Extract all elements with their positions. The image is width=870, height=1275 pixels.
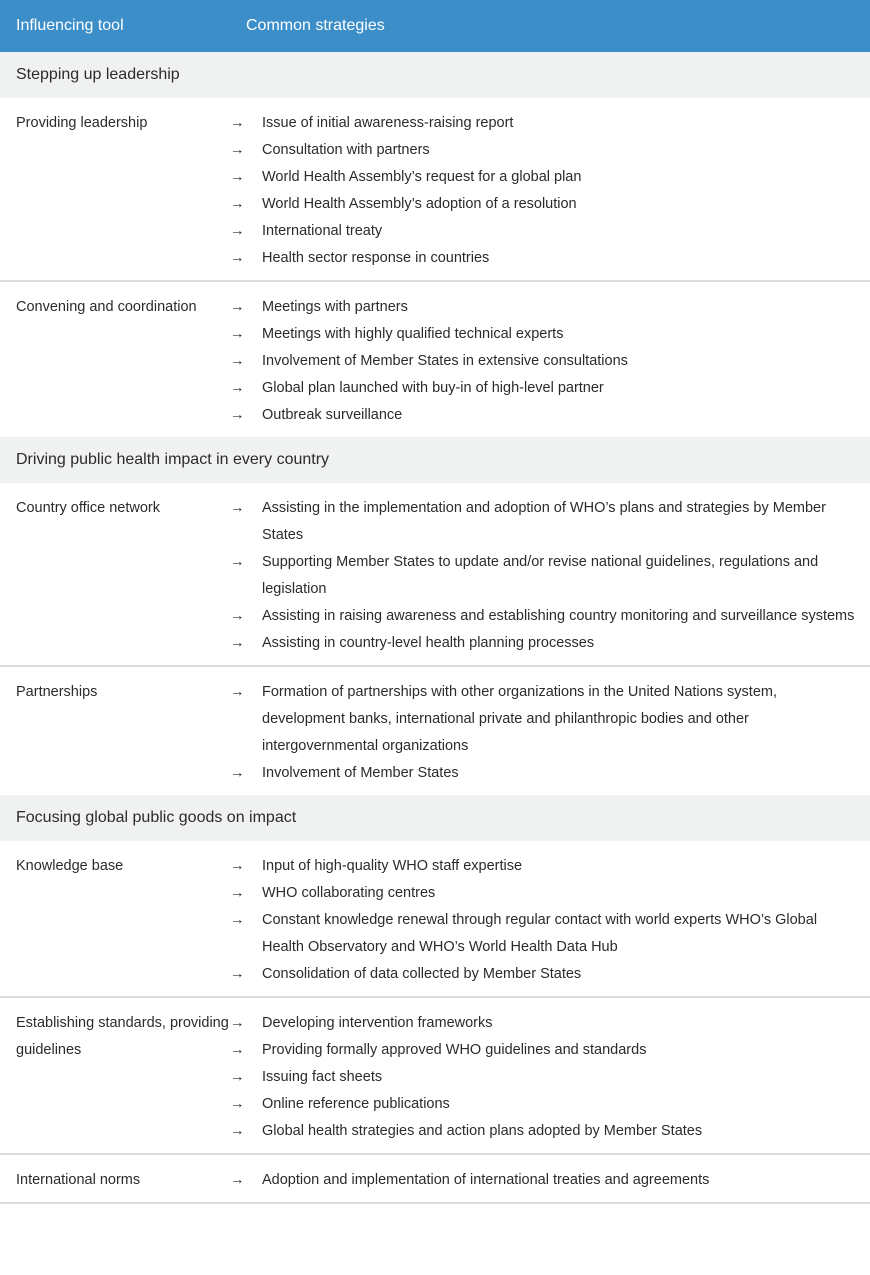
arrow-right-icon: →	[230, 858, 245, 874]
strategy-item	[230, 321, 858, 348]
arrow-right-icon: →	[230, 196, 245, 212]
strategy-item	[230, 679, 858, 760]
arrow-right-icon: →	[230, 1015, 245, 1031]
arrow-right-icon: →	[230, 1069, 245, 1085]
strategy-item	[230, 402, 858, 429]
strategy-item	[230, 961, 858, 988]
strategy-item	[230, 907, 858, 961]
strategy-text: Developing intervention frameworks	[262, 1015, 493, 1031]
strategy-text: Consultation with partners	[262, 142, 430, 158]
strategy-text: Adoption and implementation of international treaties and agreements	[262, 1172, 710, 1188]
strategies-list	[230, 679, 870, 787]
strategies-list	[230, 495, 870, 657]
strategy-text: Supporting Member States to update and/or revise national guidelines, regulations and legislation	[262, 554, 819, 597]
strategy-item	[230, 110, 858, 137]
strategy-item	[230, 853, 858, 880]
table-row	[0, 1155, 870, 1204]
arrow-right-icon: →	[230, 326, 245, 342]
table-header	[0, 0, 870, 52]
arrow-right-icon: →	[230, 765, 245, 781]
strategy-item	[230, 1118, 858, 1145]
strategies-list	[230, 1010, 870, 1145]
strategy-item	[230, 137, 858, 164]
arrow-right-icon: →	[230, 223, 245, 239]
strategy-text: World Health Assembly’s adoption of a resolution	[262, 196, 577, 212]
arrow-right-icon: →	[230, 500, 245, 516]
strategy-text: International treaty	[262, 223, 383, 239]
influencing-tool-cell: Knowledge base	[16, 858, 124, 874]
strategy-item	[230, 245, 858, 272]
header-common-strategies: Common strategies	[246, 17, 385, 34]
strategy-text: Online reference publications	[262, 1096, 450, 1112]
strategy-item	[230, 348, 858, 375]
arrow-right-icon: →	[230, 1096, 245, 1112]
strategy-item	[230, 294, 858, 321]
strategy-item	[230, 603, 858, 630]
strategy-item	[230, 1167, 858, 1194]
influencing-tool-cell: Convening and coordination	[16, 299, 197, 315]
arrow-right-icon: →	[230, 250, 245, 266]
strategy-item	[230, 495, 858, 549]
strategy-text: Global health strategies and action plans adopted by Member States	[262, 1123, 703, 1139]
strategy-item	[230, 549, 858, 603]
arrow-right-icon: →	[230, 299, 245, 315]
strategies-list	[230, 853, 870, 988]
section-heading: Driving public health impact in every country	[0, 437, 870, 483]
strategy-item	[230, 1064, 858, 1091]
strategy-text: Assisting in raising awareness and establishing country monitoring and surveillance systems	[262, 608, 855, 624]
strategy-text: Issuing fact sheets	[262, 1069, 383, 1085]
table-row	[0, 841, 870, 998]
arrow-right-icon: →	[230, 353, 245, 369]
strategy-text: Global plan launched with buy-in of high-level partner	[262, 380, 604, 396]
strategy-text: Assisting in the implementation and adoption of WHO’s plans and strategies by Member States	[262, 500, 826, 543]
influencing-tool-cell: Partnerships	[16, 684, 98, 700]
strategy-item	[230, 218, 858, 245]
table-row	[0, 282, 870, 437]
arrow-right-icon: →	[230, 966, 245, 982]
section-heading: Stepping up leadership	[0, 52, 870, 98]
section-heading: Focusing global public goods on impact	[0, 795, 870, 841]
strategy-text: Constant knowledge renewal through regular contact with world experts WHO’s Global Health Observatory and WHO’s World Health Data Hub	[262, 912, 818, 955]
strategies-list	[230, 110, 870, 272]
strategy-text: Outbreak surveillance	[262, 407, 403, 423]
strategy-text: Involvement of Member States in extensive consultations	[262, 353, 628, 369]
strategy-item	[230, 1091, 858, 1118]
strategy-item	[230, 375, 858, 402]
strategy-text: Consolidation of data collected by Member States	[262, 966, 582, 982]
strategy-text: Issue of initial awareness-raising report	[262, 115, 514, 131]
arrow-right-icon: →	[230, 1042, 245, 1058]
table-body	[0, 52, 870, 1204]
arrow-right-icon: →	[230, 380, 245, 396]
strategies-list	[230, 294, 870, 429]
table-row	[0, 98, 870, 282]
arrow-right-icon: →	[230, 115, 245, 131]
arrow-right-icon: →	[230, 912, 245, 928]
strategies-list	[230, 1167, 870, 1194]
header-influencing-tool: Influencing tool	[16, 17, 124, 34]
arrow-right-icon: →	[230, 1123, 245, 1139]
strategy-text: Input of high-quality WHO staff expertise	[262, 858, 523, 874]
influencing-tool-cell: Providing leadership	[16, 115, 148, 131]
table-row	[0, 667, 870, 795]
strategy-item	[230, 630, 858, 657]
strategy-item	[230, 1037, 858, 1064]
arrow-right-icon: →	[230, 169, 245, 185]
strategy-text: Meetings with highly qualified technical experts	[262, 326, 564, 342]
strategy-text: WHO collaborating centres	[262, 885, 436, 901]
arrow-right-icon: →	[230, 684, 245, 700]
table-row	[0, 483, 870, 667]
influencing-tool-cell: International norms	[16, 1172, 141, 1188]
arrow-right-icon: →	[230, 554, 245, 570]
influencing-tool-cell: Country office network	[16, 500, 160, 516]
strategy-text: Involvement of Member States	[262, 765, 459, 781]
strategy-item	[230, 760, 858, 787]
arrow-right-icon: →	[230, 142, 245, 158]
arrow-right-icon: →	[230, 608, 245, 624]
strategy-text: World Health Assembly’s request for a global plan	[262, 169, 582, 185]
strategy-text: Health sector response in countries	[262, 250, 490, 266]
arrow-right-icon: →	[230, 635, 245, 651]
influencing-tool-cell: Establishing standards, providing guidelines	[16, 1015, 229, 1058]
table-row	[0, 998, 870, 1155]
arrow-right-icon: →	[230, 407, 245, 423]
arrow-right-icon: →	[230, 1172, 245, 1188]
strategy-text: Meetings with partners	[262, 299, 408, 315]
strategy-item	[230, 880, 858, 907]
strategy-item	[230, 1010, 858, 1037]
arrow-right-icon: →	[230, 885, 245, 901]
strategy-text: Formation of partnerships with other organizations in the United Nations system, development banks, international private and philanthropic bodies and other intergovernmental organizations	[262, 684, 777, 754]
strategy-item	[230, 164, 858, 191]
strategy-item	[230, 191, 858, 218]
strategy-text: Assisting in country-level health planning processes	[262, 635, 595, 651]
strategy-text: Providing formally approved WHO guidelines and standards	[262, 1042, 647, 1058]
